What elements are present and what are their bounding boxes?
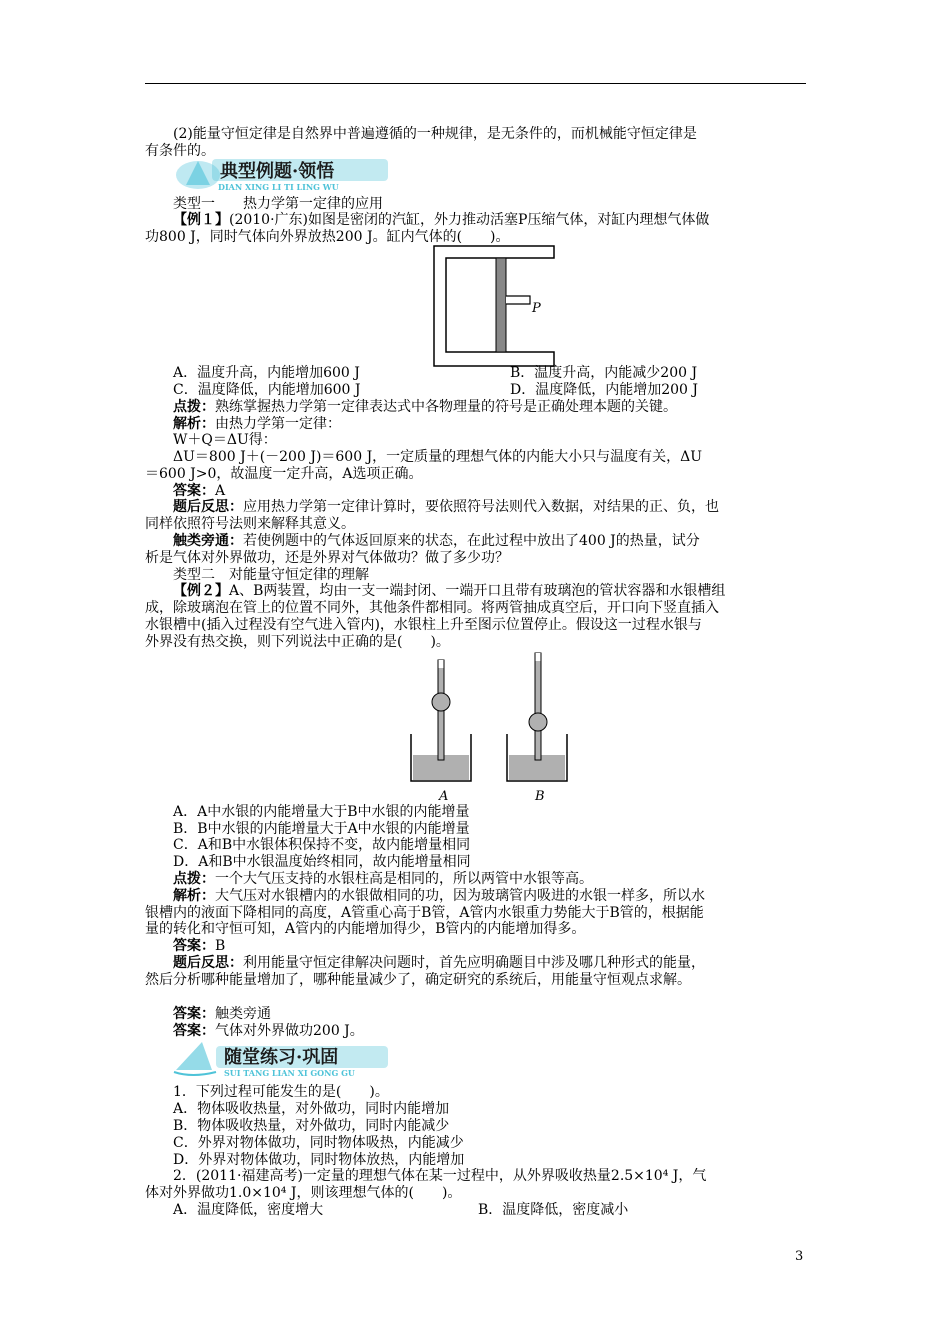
type2-heading: 类型二 对能量守恒定律的理解	[173, 567, 369, 583]
ex2-tip: 点拨：一个大气压支持的水银柱高是相同的，所以两管中水银等高。	[173, 871, 593, 887]
ex1-opt-c: C．温度降低，内能增加600 J	[173, 382, 361, 398]
bulb-b	[529, 713, 547, 731]
ex1-reflect-2: 同样依照符号法则来解释其意义。	[145, 516, 355, 532]
ex1-extend-2: 析是气体对外界做功，还是外界对气体做功？做了多少功？	[145, 550, 509, 566]
q1-opt-b: B．物体吸收热量，对外做功，同时内能减少	[173, 1118, 450, 1134]
header-rule	[145, 83, 806, 84]
q2-stem-1: 2．(2011·福建高考)一定量的理想气体在某一过程中，从外界吸收热量2.5×10⁴ J，气	[173, 1168, 707, 1184]
ex2-analysis-3: 量的转化和守恒可知，A管内的内能增加得少，B管内的内能增加得多。	[145, 921, 586, 937]
ex1-analysis: 解析：由热力学第一定律：	[173, 416, 341, 432]
ex1-text-2: 功800 J，同时气体向外界放热200 J。缸内气体的( )。	[145, 229, 510, 245]
q2-stem-2: 体对外界做功1.0×10⁴ J，则该理想气体的( )。	[145, 1185, 462, 1201]
q1-opt-d: D．外界对物体做功，同时物体放热，内能增加	[173, 1152, 465, 1168]
ex1-extend: 触类旁通：若使例题中的气体返回原来的状态，在此过程中放出了400 J的热量，试分	[173, 533, 700, 549]
ex1-analysis-4: ＝600 J>0，故温度一定升高，A选项正确。	[145, 466, 423, 482]
q2-opt-b: B．温度降低，密度减小	[478, 1202, 629, 1218]
intro-line-1: (2)能量守恒定律是自然界中普遍遵循的一种规律，是无条件的，而机械能守恒定律是	[173, 126, 697, 142]
ex2-text-3: 水银槽中(插入过程没有空气进入管内)，水银柱上升至图示位置停止。假设这一过程水银与	[145, 617, 702, 633]
ex2-analysis-2: 银槽内的液面下降相同的高度，A管重心高于B管，A管内水银重力势能大于B管的，根据能	[145, 905, 704, 921]
banner-dianxing-liti	[172, 155, 402, 193]
banner1-pinyin: DIAN XING LI TI LING WU	[218, 182, 339, 192]
ex1-reflect: 题后反思：应用热力学第一定律计算时，要依照符号法则代入数据，对结果的正、负，也	[173, 499, 719, 515]
ex1-tag: 【例１】	[173, 212, 229, 228]
banner-suitang-lianxi	[172, 1040, 402, 1078]
ex1-answer: 答案：A	[173, 483, 226, 499]
q2-opt-a: A．温度降低，密度增大	[173, 1202, 324, 1218]
ex1-opt-b: B．温度升高，内能减少200 J	[510, 365, 698, 381]
type1-heading: 类型一 热力学第一定律的应用	[173, 196, 383, 212]
label-b: B	[535, 789, 545, 804]
ex1-stem-1: (2010·广东)如图是密闭的汽缸，外力推动活塞P压缩气体，对缸内理想气体做	[229, 212, 710, 228]
answer-work: 答案：气体对外界做功200 J。	[173, 1023, 364, 1039]
ex2-answer: 答案：B	[173, 938, 226, 954]
ex1-analysis-3: ΔU＝800 J＋(－200 J)＝600 J，一定质量的理想气体的内能大小只与温度有关，ΔU	[173, 449, 703, 465]
banner2-pinyin: SUI TANG LIAN XI GONG GU	[224, 1068, 355, 1078]
ex2-reflect: 题后反思：利用能量守恒定律解决问题时，首先应明确题目中涉及哪几种形式的能量，	[173, 955, 705, 971]
ex2-tag: 【例２】	[173, 583, 229, 599]
ex2-text-2: 成，除玻璃泡在管上的位置不同外，其他条件都相同。将两管抽成真空后，开口向下竖直插入	[145, 600, 719, 616]
ex2-opt-d: D．A和B中水银温度始终相同，故内能增量相同	[173, 854, 471, 870]
q1-stem: 1．下列过程可能发生的是( )。	[173, 1084, 389, 1100]
ex2-text-4: 外界没有热交换，则下列说法中正确的是( )。	[145, 634, 450, 650]
ex2-text-1: 【例２】A、B两装置，均由一支一端封闭、一端开口且带有玻璃泡的管状容器和水银槽组	[173, 583, 726, 599]
ex2-opt-a: A．A中水银的内能增量大于B中水银的内能增量	[173, 804, 470, 820]
ex1-text-1	[173, 212, 709, 229]
piston	[496, 258, 506, 352]
label-a: A	[439, 789, 449, 804]
ex1-opt-d: D．温度降低，内能增加200 J	[510, 382, 699, 398]
q1-opt-c: C．外界对物体做功，同时物体吸热，内能减少	[173, 1135, 464, 1151]
banner1-title: 典型例题·领悟	[220, 161, 335, 182]
q1-opt-a: A．物体吸收热量，对外做功，同时内能增加	[173, 1101, 450, 1117]
ex1-analysis-2: W＋Q＝ΔU得：	[173, 432, 277, 448]
page-number: 3	[795, 1249, 804, 1264]
answer-extend: 答案：触类旁通	[173, 1006, 271, 1022]
ex2-analysis: 解析：大气压对水银槽内的水银做相同的功，因为玻璃管内吸进的水银一样多，所以水	[173, 888, 705, 904]
ex2-opt-b: B．B中水银的内能增量大于A中水银的内能增量	[173, 821, 470, 837]
ex1-tip: 点拨：熟练掌握热力学第一定律表达式中各物理量的符号是正确处理本题的关键。	[173, 399, 677, 415]
mercury-tubes-figure	[405, 650, 570, 805]
piston-label: P	[532, 301, 541, 316]
ex2-reflect-2: 然后分析哪种能量增加了，哪种能量减少了，确定研究的系统后，用能量守恒观点求解。	[145, 972, 691, 988]
bulb-a	[432, 693, 450, 711]
ex2-opt-c: C．A和B中水银体积保持不变，故内能增量相同	[173, 837, 471, 853]
banner2-title: 随堂练习·巩固	[224, 1047, 339, 1068]
sailboat-icon	[176, 1042, 212, 1070]
intro-line-2: 有条件的。	[145, 143, 215, 159]
ex1-opt-a: A．温度升高，内能增加600 J	[173, 365, 360, 381]
cylinder-figure	[432, 244, 562, 369]
